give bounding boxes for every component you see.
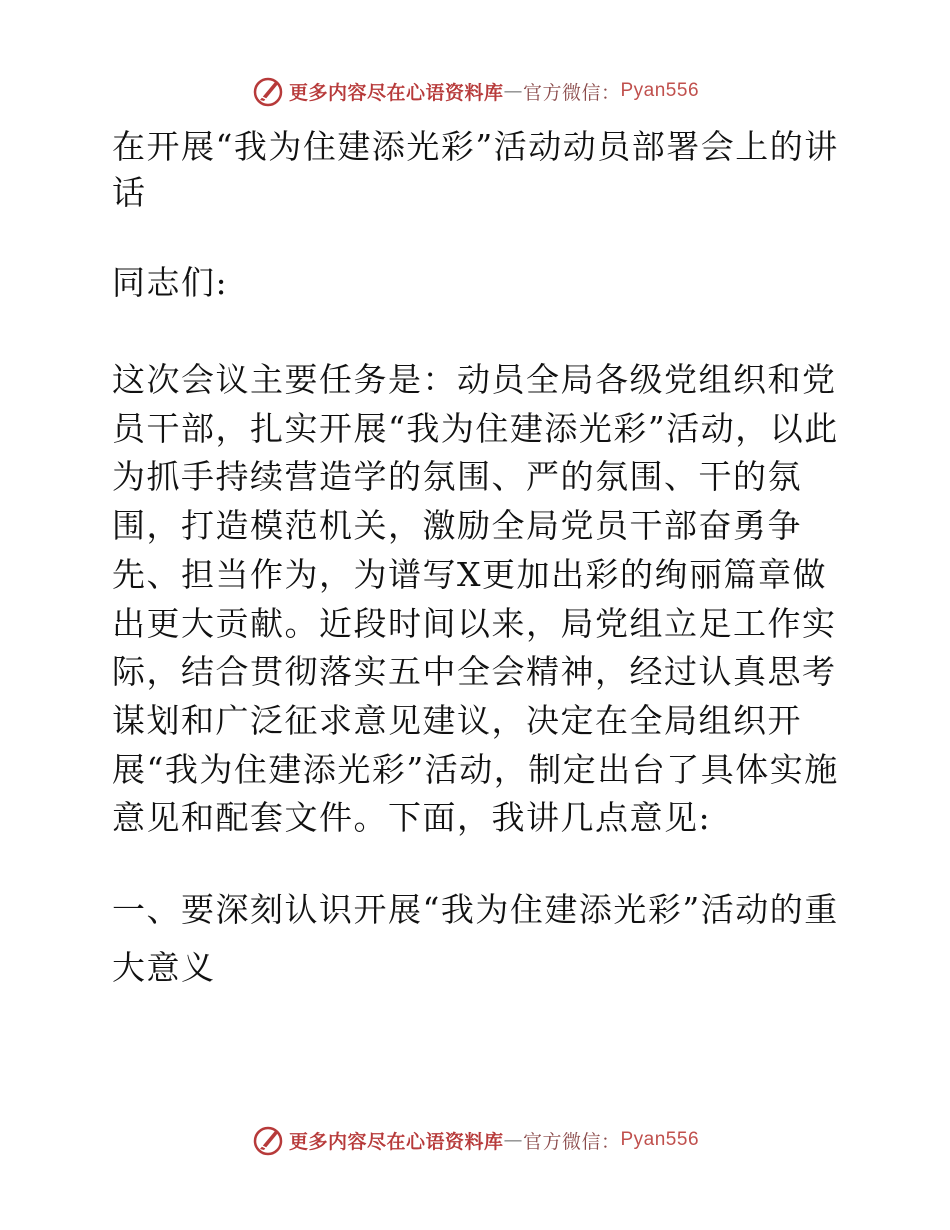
watermark-main-text: 更多内容尽在心语资料库 <box>288 81 504 104</box>
document-title: 在开展“我为住建添光彩”活动动员部署会上的讲话 <box>112 127 839 212</box>
watermark-wechat-id: Pyan556 <box>620 1129 700 1150</box>
footer-watermark <box>0 1120 950 1160</box>
greeting: 同志们: <box>112 263 229 302</box>
watermark-main-text: 更多内容尽在心语资料库 <box>288 1130 504 1153</box>
document-content <box>98 124 850 997</box>
header-watermark <box>0 71 950 111</box>
watermark-sub-text: 官方微信： <box>522 81 621 104</box>
body-paragraph: 这次会议主要任务是：动员全局各级党组织和党员干部，扎实开展“我为住建添光彩”活动，以此为抓手持续营造学的氛围、严的氛围、干的氛围，打造模范机关，激励全局党员干部奋勇争先、担当作为，为谱写X更加出彩的绚丽篇章做出更大贡献。近段时间以来，局党组立足工作实际，结合贯彻落实五中全会精神，经过认真思考谋划和广泛征求意见建议，决定在全局组织开展“我为住建添光彩”活动，制定出台了具体实施意见和配套文件。下面，我讲几点意见: <box>112 360 839 838</box>
watermark-separator: — <box>503 80 523 102</box>
watermark-sub-text: 官方微信： <box>522 1130 621 1153</box>
watermark-separator: — <box>503 1129 523 1151</box>
watermark-wechat-id: Pyan556 <box>620 80 700 101</box>
section-heading: 一、要深刻认识开展“我为住建添光彩”活动的重大意义 <box>112 890 839 988</box>
quill-pen-circle-icon <box>251 74 285 108</box>
quill-pen-circle-icon <box>251 1123 285 1157</box>
